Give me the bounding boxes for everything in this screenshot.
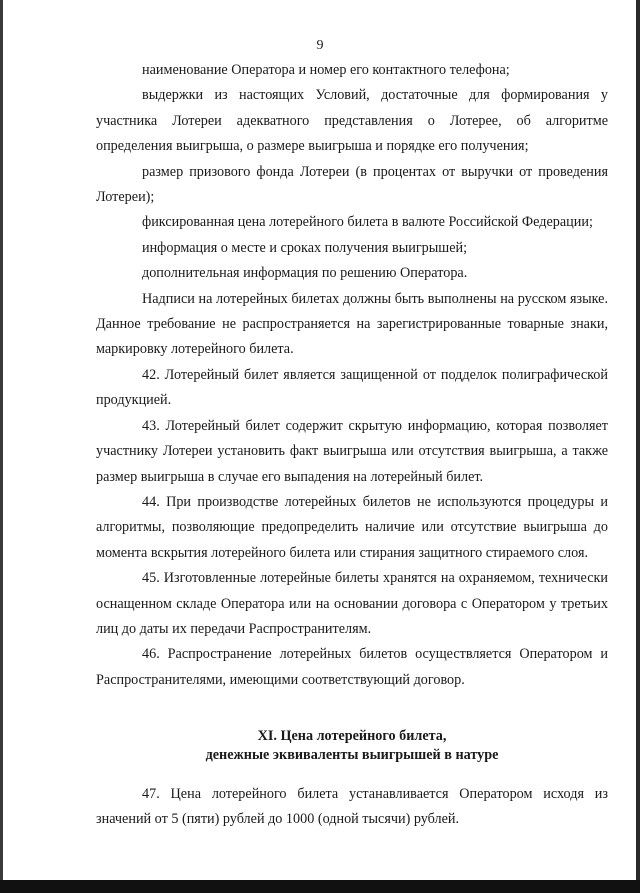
paragraph-44: 44. При производстве лотерейных билетов не используются процедуры и алгоритмы, позволяющие предопределить наличие или отсутствие выигрыша до момента вскрытия лотерейного билета или стирания защитного стираемого слоя.	[96, 493, 608, 561]
paragraph-additional-info: дополнительная информация по решению Оператора.	[142, 265, 468, 282]
paragraph-fixed-price: фиксированная цена лотерейного билета в валюте Российской Федерации;	[142, 214, 593, 231]
paragraph-43: 43. Лотерейный билет содержит скрытую информацию, которая позволяет участнику Лотереи установить факт выигрыша или отсутствия выигрыша, а также размер выигрыша в случае его выпадения на лотерейный билет.	[96, 417, 608, 485]
section-title-line-2: денежные эквиваленты выигрышей в натуре	[205, 747, 499, 763]
paragraph-42: 42. Лотерейный билет является защищенной от подделок полиграфической продукцией.	[96, 366, 608, 409]
section-title-line-1: XI. Цена лотерейного билета,	[257, 728, 447, 744]
final-section	[96, 782, 608, 833]
paragraph-russian-language: Надписи на лотерейных билетах должны быть выполнены на русском языке. Данное требование не распространяется на зарегистрированные товарные знаки, маркировку лотерейного билета.	[96, 290, 608, 358]
paragraph-winnings-info: информация о месте и сроках получения выигрышей;	[142, 239, 468, 256]
paragraph-conditions-excerpt: выдержки из настоящих Условий, достаточные для формирования у участника Лотереи адекватного представления о Лотерее, об алгоритме определения выигрыша, о размере выигрыша и порядке его получения;	[96, 87, 608, 155]
paragraph-operator-name: наименование Оператора и номер его контактного телефона;	[142, 62, 510, 78]
scan-edge-left	[0, 0, 3, 893]
document-body	[96, 58, 608, 693]
paragraph-45: 45. Изготовленные лотерейные билеты хранятся на охраняемом, технически оснащенном складе Оператора или на основании договора с Оператором у третьих лиц до даты их передачи Распространителям.	[96, 570, 608, 637]
paragraph-prize-fund: размер призового фонда Лотереи (в процентах от выручки от проведения Лотереи);	[96, 163, 608, 206]
scan-edge-bottom	[0, 880, 640, 893]
page-number: 9	[316, 38, 324, 53]
paragraph-46: 46. Распространение лотерейных билетов осуществляется Оператором и Распространителями, имеющими соответствующий договор.	[96, 646, 608, 688]
scan-edge-right	[636, 0, 640, 893]
section-title	[96, 727, 608, 765]
paragraph-47: 47. Цена лотерейного билета устанавливается Оператором исходя из значений от 5 (пяти) рублей до 1000 (одной тысячи) рублей.	[96, 786, 608, 828]
